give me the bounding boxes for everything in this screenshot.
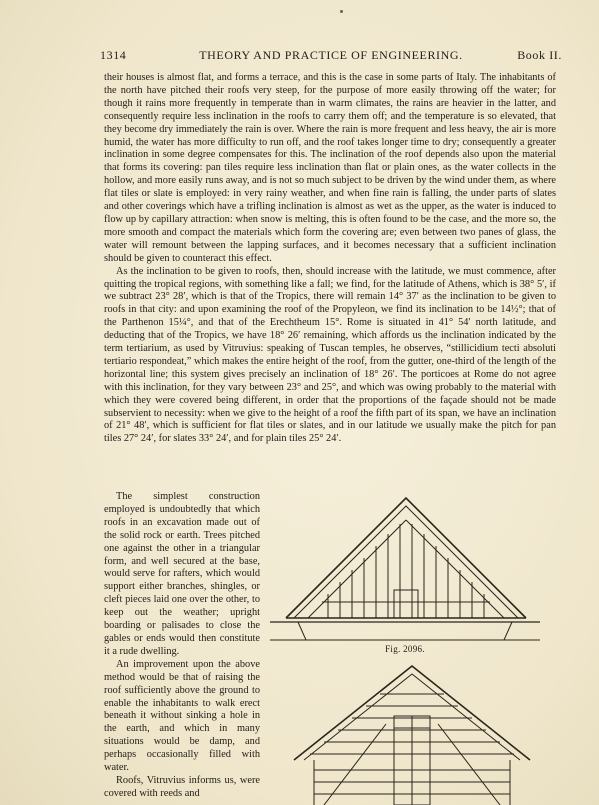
- figure-2096-illustration: [268, 494, 542, 644]
- paper-speck: [340, 10, 343, 13]
- figure-2096-caption: Fig. 2096.: [385, 644, 425, 654]
- paragraph-roof-climate: their houses is almost flat, and forms a terrace, and this is the case in some parts of Italy. The inhabitants of the north have pitched their roofs very steep, for the purpose of more easily throwing off the water; for though it rains more frequently in temperate than in warm climates, the rains are heavier in the latter, and consequently require less inclination in the roofs to carry them off; and the temperature is so elevated, that they become dry immediately the rain is over. Where the rain is more frequent and less heavy, the air is more humid, the water has more difficulty to run off, and the roof takes longer time to dry; consequently a greater inclination in some degree compensates for this. The inclination of the roof depends also upon the material that forms its covering: pan tiles require less inclination than flat or plain ones, as the water collects in the hollow, and more easily runs away, and is not so much subject to be driven by the wind under them, as where flat tiles or slate is employed: in very rainy weather, and when fine rain is falling, the under parts of slates and other coverings which have a trifling inclination is almost as wet as the upper, as the water is induced to flow up by capillary attraction: when snow is melting, this is often found to be the case, and the more so, the more smooth and compact the materials which form the covering are; even between two panes of glass, the water will remount between the lapping surfaces, and it becomes necessary that a sufficient inclination should be given to counteract this effect.: [104, 72, 556, 264]
- paragraph-improvement: An improvement upon the above method would be that of raising the roof sufficiently above the ground to enable the inhabitants to walk erect beneath it without sinking a hole in the earth, and which in many situations would be damp, and perhaps occasionally filled with water.: [104, 658, 260, 774]
- body-text-column: [104, 491, 260, 801]
- page-number: 1314: [100, 48, 127, 62]
- paragraph-vitruvius: Roofs, Vitruvius informs us, were covered with reeds and: [104, 774, 260, 799]
- running-header: [100, 48, 562, 64]
- figure-2097-illustration: [290, 664, 534, 805]
- paragraph-roof-inclination: As the inclination to be given to roofs, then, should increase with the latitude, we must commence, after quitting the tropical regions, with something like a fall; we find, for the latitude of Athens, which is 38° 5′, if we subtract 23° 28′, which is that of the Tropics, there will remain 14° 37′ as the inclination to be given to roofs in that city: and upon examining the roof of the Propyleon, we find its inclination to be 14½°; that of the Parthenon 15¼°, and that of the Erechtheum 15°. Rome is situated in 41° 54′ north latitude, and deducting that of the Tropics, we have 18° 26′ remaining, which affords us the inclination indicated by the term tertiarium, as used by Vitruvius: speaking of Tuscan temples, he observes, “stillicidium tecti absoluti tertiario respondeat,” which makes the entire height of the roof, from the gutter, one-third of the length of the horizontal line; this system gives precisely an inclination of 18° 26′. The porticoes at Rome do not agree with this inclination, for they vary between 23° and 25°, and which was owing probably to the material with which they were covered being different, in order that the proportions of the façade should not be made subservient to necessity: when we give to the height of a roof the fifth part of its span, we have an inclination of 21° 48′, which is sufficient for flat tiles or slates, and in our latitude we usually make the pitch for pan tiles 27° 24′, for slates 33° 24′, and for plain tiles 25° 24′.: [104, 265, 556, 445]
- body-text-full-width: [104, 72, 556, 446]
- paragraph-simplest-construction: The simplest construction employed is undoubtedly that which roofs in an excavation made out of the solid rock or earth. Trees pitched one against the other in a triangular form, and well secured at the base, would serve for rafters, which would support either branches, shingles, or cleft pieces laid one over the other, to keep out the weather; upright boarding or palisades to close the gables or ends would then constitute it a rude dwelling.: [104, 491, 260, 657]
- running-title: THEORY AND PRACTICE OF ENGINEERING.: [199, 48, 463, 62]
- book-label: Book II.: [517, 48, 562, 62]
